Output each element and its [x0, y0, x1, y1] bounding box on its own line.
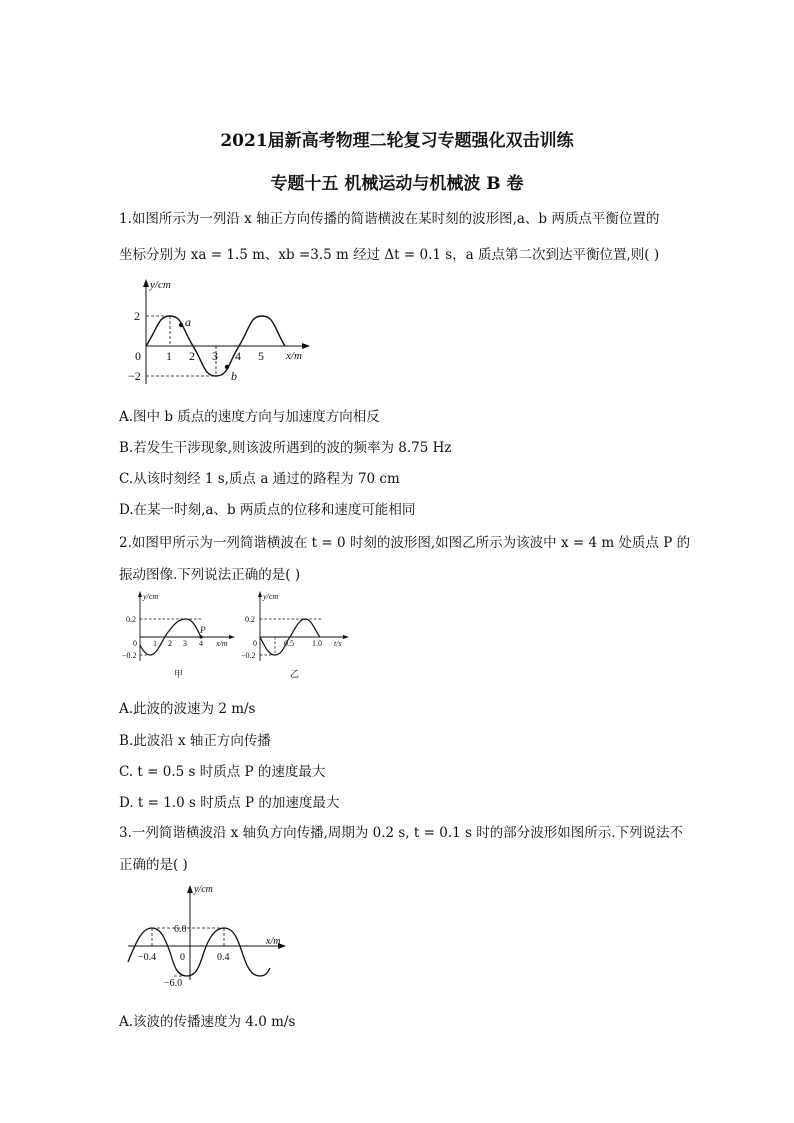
q1-origin: 0 — [135, 349, 141, 363]
q1-point-a — [179, 323, 183, 327]
q3-stem-line2: 正确的是( ) — [119, 857, 188, 873]
q1-stem-line1: 1.如图所示为一列沿 x 轴正方向传播的简谐横波在某时刻的波形图,a、b 两质点平衡位置的 — [119, 211, 660, 227]
q3-xtick-neg04: −0.4 — [138, 952, 157, 963]
q2-jia-origin: 0 — [133, 639, 137, 648]
q2-stem-line2: 振动图像.下列说法正确的是( ) — [119, 567, 301, 583]
q1-option-c: C.从该时刻经 1 s,质点 a 通过的路程为 70 cm — [119, 471, 400, 487]
q1-ytick-2: 2 — [134, 309, 140, 323]
q2-yi-xtick-10: 1.0 — [312, 639, 322, 648]
q2-jia-ytick-neg: −0.2 — [122, 651, 137, 660]
q2-figure-jia — [120, 589, 238, 681]
page-subtitle: 专题十五 机械运动与机械波 B 卷 — [270, 174, 524, 194]
q1-option-a: A.图中 b 质点的速度方向与加速度方向相反 — [119, 409, 380, 425]
q1-xlabel: x/m — [286, 350, 302, 362]
q2-option-a: A.此波的波速为 2 m/s — [119, 701, 256, 717]
q2-stem-line1: 2.如图甲所示为一列简谐横波在 t = 0 时刻的波形图,如图乙所示为该波中 x = 4 m 处质点 P 的 — [119, 535, 691, 551]
q3-option-a: A.该波的传播速度为 4.0 m/s — [119, 1014, 296, 1030]
q1-ytick-neg2: −2 — [128, 369, 141, 383]
q1-xtick-3: 3 — [212, 349, 218, 363]
q2-jia-xtick-1: 1 — [153, 639, 157, 648]
q3-ylabel: y/cm — [194, 884, 213, 895]
page-title: 2021届新高考物理二轮复习专题强化双击训练 — [220, 131, 574, 151]
q3-ytick-neg: −6.0 — [164, 978, 183, 989]
q1-xtick-2: 2 — [189, 349, 195, 363]
q1-point-b — [225, 365, 229, 369]
q2-yi-caption: 乙 — [290, 669, 300, 679]
q2-yi-xtick-05: 0.5 — [284, 639, 294, 648]
q2-jia-xtick-4: 4 — [199, 639, 203, 648]
q1-xtick-4: 4 — [235, 349, 241, 363]
q1-wave-figure — [128, 276, 328, 388]
q2-jia-xtick-2: 2 — [168, 639, 172, 648]
q3-xlabel: x/m — [266, 936, 281, 947]
q2-jia-ytick-pos: 0.2 — [126, 615, 136, 624]
q3-stem-line1: 3.一列简谐横波沿 x 轴负方向传播,周期为 0.2 s, t = 0.1 s 时的部分波形如图所示.下列说法不 — [119, 825, 684, 841]
q3-origin: 0 — [180, 952, 185, 963]
q3-ytick-pos: 6.0 — [174, 924, 187, 935]
q2-figure-yi — [238, 589, 356, 681]
q3-wave-figure — [124, 880, 294, 990]
q2-jia-xtick-3: 3 — [183, 639, 187, 648]
q1-option-b: B.若发生干涉现象,则该波所遇到的波的频率为 8.75 Hz — [119, 440, 452, 456]
q2-jia-caption: 甲 — [174, 669, 184, 679]
q2-yi-origin: 0 — [253, 639, 257, 648]
q1-xtick-5: 5 — [258, 349, 264, 363]
q2-yi-ytick-neg: −0.2 — [241, 651, 256, 660]
q2-label-p: P — [200, 625, 206, 635]
q1-option-d: D.在某一时刻,a、b 两质点的位移和速度可能相同 — [119, 502, 416, 518]
q2-jia-xlabel: x/m — [216, 639, 228, 648]
q1-label-b: b — [231, 369, 237, 383]
q2-jia-ylabel: y/cm — [143, 592, 159, 601]
q1-ylabel: y/cm — [150, 279, 171, 291]
q2-option-d: D. t = 1.0 s 时质点 P 的加速度最大 — [119, 795, 340, 811]
q2-option-c: C. t = 0.5 s 时质点 P 的速度最大 — [119, 764, 326, 780]
q1-xtick-1: 1 — [166, 349, 172, 363]
q1-stem-line2: 坐标分别为 xa = 1.5 m、xb =3.5 m 经过 Δt = 0.1 s，a 质点第二次到达平衡位置,则( ) — [119, 247, 660, 263]
q2-option-b: B.此波沿 x 轴正方向传播 — [119, 733, 271, 749]
q3-xtick-04: 0.4 — [217, 952, 230, 963]
q1-label-a: a — [185, 315, 191, 329]
q2-yi-ytick-pos: 0.2 — [245, 615, 255, 624]
q2-yi-xlabel: t/s — [334, 639, 342, 648]
q2-yi-ylabel: y/cm — [263, 592, 279, 601]
